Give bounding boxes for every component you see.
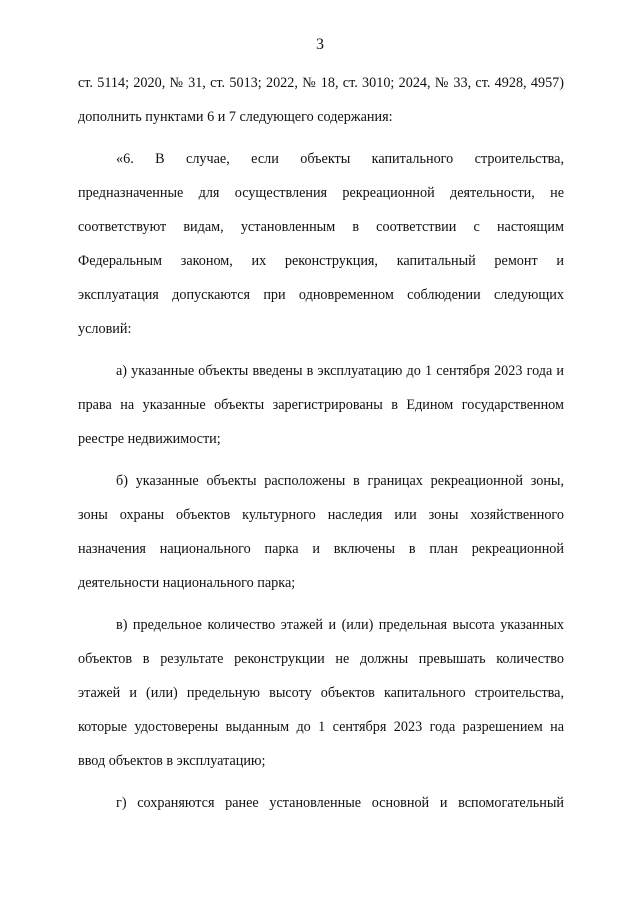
text-line: назначения национального парка и включены в план рекреационной (78, 541, 564, 557)
text-line: ввод объектов в эксплуатацию; (78, 753, 266, 769)
text-line: зоны охраны объектов культурного наследия или зоны хозяйственного (78, 507, 564, 523)
text-line: г) сохраняются ранее установленные основной и вспомогательный (116, 795, 564, 811)
text-line: б) указанные объекты расположены в границах рекреационной зоны, (116, 473, 564, 489)
text-line: предназначенные для осуществления рекреационной деятельности, не (78, 185, 564, 201)
paragraph-gap (78, 461, 564, 469)
text-line: реестре недвижимости; (78, 431, 221, 447)
paragraph-gap (78, 605, 564, 613)
text-line: этажей и (или) предельную высоту объектов капитального строительства, (78, 685, 564, 701)
paragraph-gap (78, 351, 564, 359)
text-line: в) предельное количество этажей и (или) предельная высота указанных (116, 617, 564, 633)
paragraph-gap (78, 783, 564, 791)
text-line: эксплуатация допускаются при одновременном соблюдении следующих (78, 287, 564, 303)
text-line: права на указанные объекты зарегистрированы в Едином государственном (78, 397, 564, 413)
page-number: 3 (316, 36, 324, 53)
text-line: Федеральным законом, их реконструкция, капитальный ремонт и (78, 253, 564, 269)
text-line: объектов в результате реконструкции не должны превышать количество (78, 651, 564, 667)
text-line: а) указанные объекты введены в эксплуатацию до 1 сентября 2023 года и (116, 363, 564, 379)
text-line: деятельности национального парка; (78, 575, 296, 591)
document-body (78, 71, 564, 825)
text-line: условий: (78, 321, 132, 337)
paragraph-gap (78, 139, 564, 147)
text-line: «6. В случае, если объекты капитального строительства, (116, 151, 564, 167)
text-line: соответствуют видам, установленным в соответствии с настоящим (78, 219, 564, 235)
text-line: которые удостоверены выданным до 1 сентября 2023 года разрешением на (78, 719, 564, 735)
text-line: ст. 5114; 2020, № 31, ст. 5013; 2022, № 18, ст. 3010; 2024, № 33, ст. 4928, 4957) (78, 75, 564, 91)
text-line: дополнить пунктами 6 и 7 следующего содержания: (78, 109, 393, 125)
